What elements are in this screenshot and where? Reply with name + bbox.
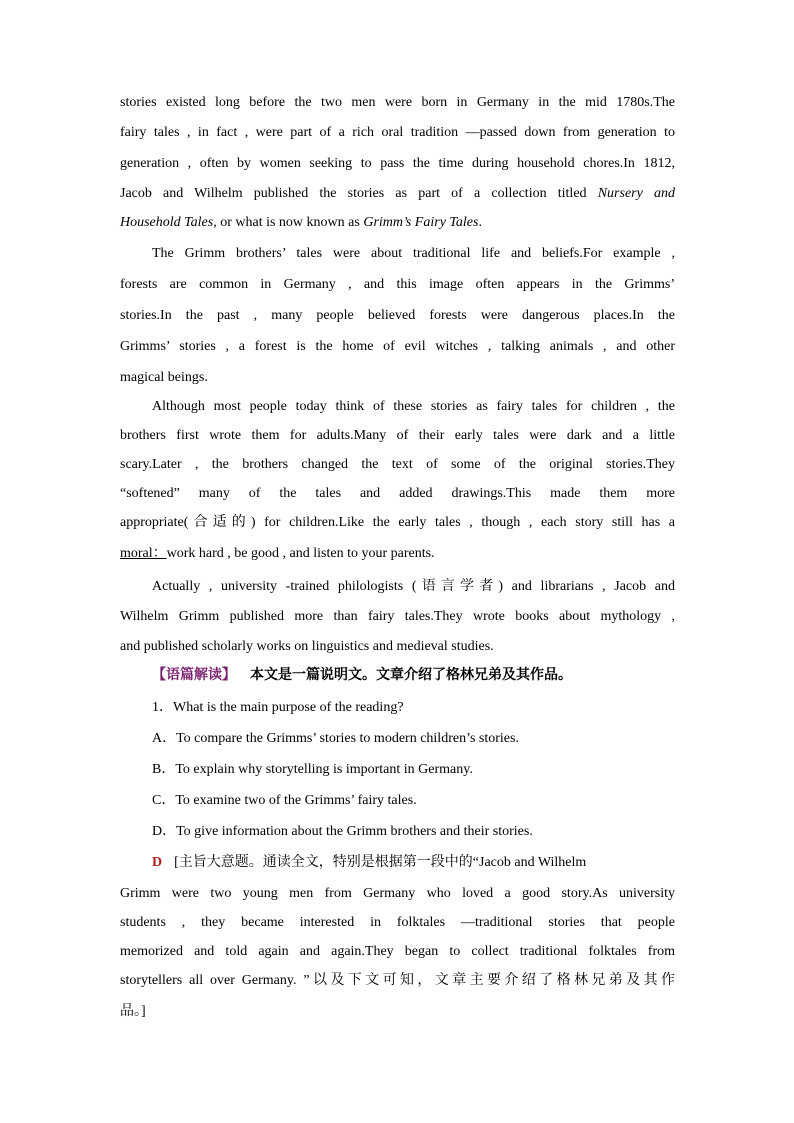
book-title-grimms: Grimm’s Fairy Tales: [363, 215, 479, 230]
p1-line-1: stories existed long before the two men were born in Germany in the mid 1780s.The: [120, 95, 675, 110]
reading-note: [152, 666, 572, 686]
explanation-line-4: memorized and told again and again.They began to collect traditional folktales from: [120, 944, 675, 959]
option-c: C．To examine two of the Grimms’ fairy tales.: [152, 793, 417, 808]
p3-line-3: scary.Later , the brothers changed the text of some of the original stories.They: [120, 457, 675, 472]
option-a: A．To compare the Grimms’ stories to modern children’s stories.: [152, 731, 519, 746]
p3-line-2: brothers first wrote them for adults.Many of their early tales were dark and a little: [120, 428, 675, 443]
explanation-line-2: Grimm were two young men from Germany who loved a good story.As university: [120, 886, 675, 901]
book-title-part-2: Household Tales,: [120, 215, 217, 230]
p1-line-4-text: Jacob and Wilhelm published the stories as part of a collection titled: [120, 186, 598, 201]
answer-letter: D: [152, 855, 163, 870]
p1-line-5-end: .: [478, 215, 482, 230]
explanation-text-1: [主旨大意题。通读全文，特别是根据第一段中的“Jacob and Wilhelm: [174, 855, 587, 870]
p2-line-2: forests are common in Germany , and this image often appears in the Grimms’: [120, 277, 675, 292]
p1-line-3: generation , often by women seeking to pass the time during household chores.In 1812,: [120, 156, 675, 171]
explanation-line-1: [152, 853, 586, 873]
option-d: D．To give information about the Grimm brothers and their stories.: [152, 824, 533, 839]
option-b: B．To explain why storytelling is important in Germany.: [152, 762, 473, 777]
p1-line-5-text: or what is now known as: [216, 215, 364, 230]
book-title-part-1: Nursery and: [597, 186, 675, 201]
p4-line-3: and published scholarly works on linguistics and medieval studies.: [120, 639, 494, 654]
p2-line-3: stories.In the past , many people believed forests were dangerous places.In the: [120, 308, 675, 323]
reading-tag: 【语篇解读】: [152, 668, 236, 683]
p2-line-5: magical beings.: [120, 370, 208, 385]
p3-line-5: appropriate(合适的) for children.Like the early tales , though , each story still has a: [120, 515, 675, 530]
p4-line-2: Wilhelm Grimm published more than fairy tales.They wrote books about mythology ,: [120, 609, 675, 624]
p1-line-4: [120, 184, 675, 204]
p3-line-1: Although most people today think of these stories as fairy tales for children , the: [152, 399, 675, 414]
explanation-line-6: 品。]: [120, 1004, 146, 1019]
p1-line-5: [120, 213, 675, 233]
reading-summary: 本文是一篇说明文。文章介绍了格林兄弟及其作品。: [250, 668, 572, 683]
question-stem: 1．What is the main purpose of the reading?: [152, 700, 404, 715]
p3-line-6: [120, 544, 675, 564]
p4-line-1: Actually , university -trained philologists (语言学者) and librarians , Jacob and: [152, 579, 675, 594]
explanation-line-3: students , they became interested in folktales —traditional stories that people: [120, 915, 675, 930]
p3-line-6-text: work hard , be good , and listen to your parents.: [166, 546, 435, 561]
p3-line-4: “softened” many of the tales and added drawings.This made them more: [120, 486, 675, 501]
moral-word: moral：: [120, 546, 167, 561]
p2-line-4: Grimms’ stories , a forest is the home of evil witches , talking animals , and other: [120, 339, 675, 354]
explanation-line-5: storytellers all over Germany. ”以及下文可知，文章主要介绍了格林兄弟及其作: [120, 973, 675, 988]
p2-line-1: The Grimm brothers’ tales were about traditional life and beliefs.For example ,: [152, 246, 675, 261]
p1-line-2: fairy tales , in fact , were part of a rich oral tradition —passed down from generation to: [120, 125, 675, 140]
